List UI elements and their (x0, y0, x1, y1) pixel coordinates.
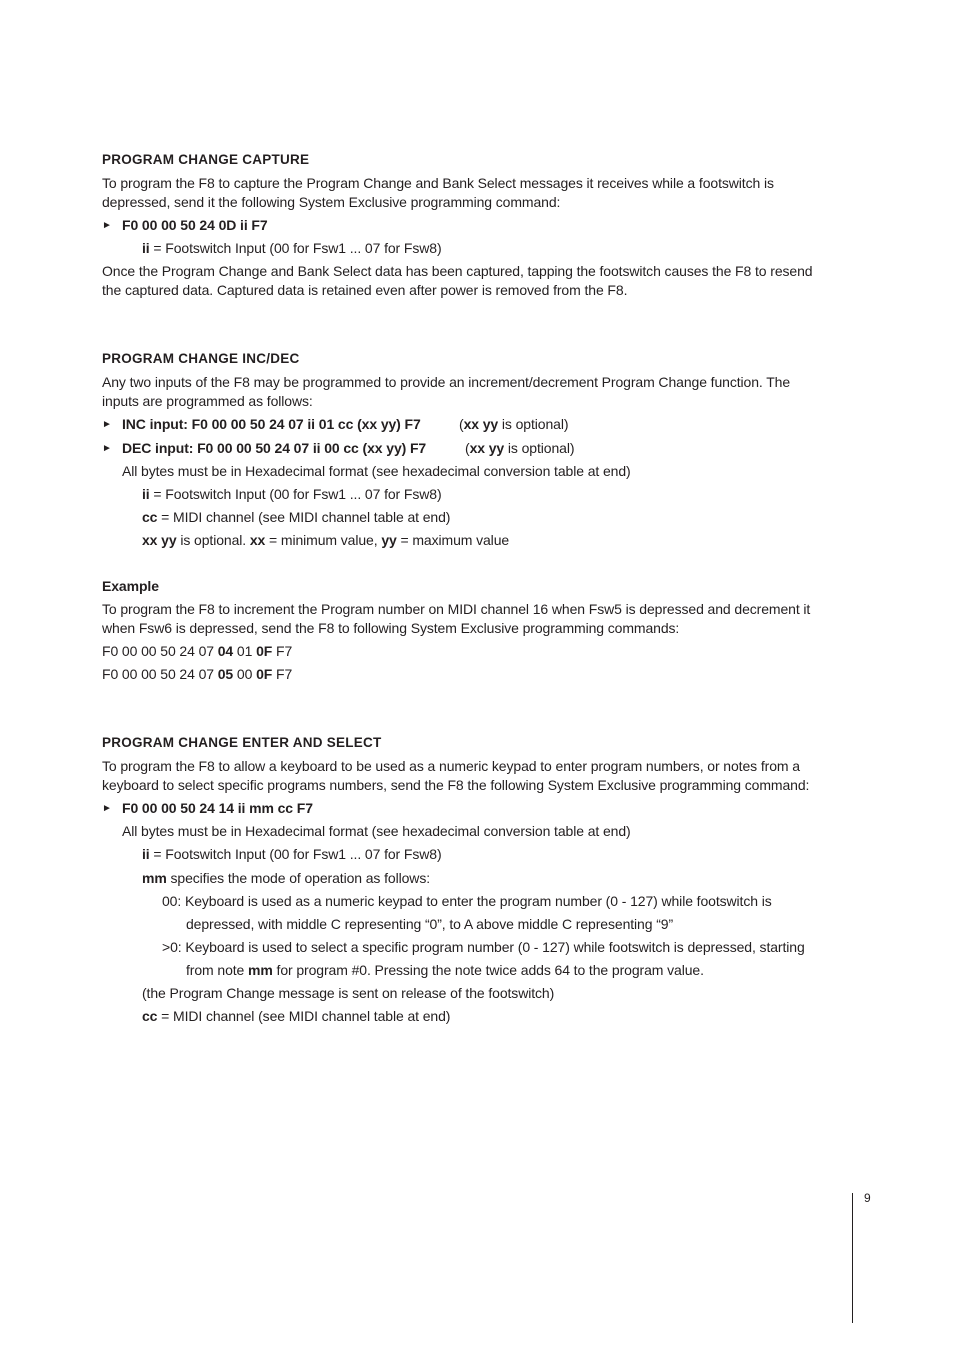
section-heading-enter-select: PROGRAM CHANGE ENTER AND SELECT (102, 735, 382, 750)
section-heading-capture: PROGRAM CHANGE CAPTURE (102, 152, 310, 167)
release-note: (the Program Change message is sent on release of the footswitch) (142, 985, 555, 1001)
bullet-arrow-icon: ► (102, 443, 112, 454)
body-text: the captured data. Captured data is retained even after power is removed from the F8. (102, 282, 628, 298)
mode-gt0-cont: from note mm for program #0. Pressing the note twice adds 64 to the program value. (186, 962, 704, 978)
param-ii: ii = Footswitch Input (00 for Fsw1 ... 07 for Fsw8) (142, 240, 442, 256)
param-cc: cc = MIDI channel (see MIDI channel table at end) (142, 509, 451, 525)
param-ii: ii = Footswitch Input (00 for Fsw1 ... 07 for Fsw8) (142, 846, 442, 862)
example-command: F0 00 00 50 24 07 05 00 0F F7 (102, 666, 293, 682)
mode-00-cont: depressed, with middle C representing “0”, to A above middle C representing “9” (186, 916, 674, 932)
mode-00: 00: Keyboard is used as a numeric keypad to enter the program number (0 - 127) while footswitch is (162, 893, 772, 909)
body-text: when Fsw6 is depressed, send the F8 to following System Exclusive programming commands: (102, 620, 680, 636)
body-text: To program the F8 to capture the Program Change and Bank Select messages it receives while a footswitch is (102, 175, 774, 191)
body-text: keyboard to select specific programs numbers, send the F8 the following System Exclusive programming command: (102, 777, 810, 793)
sysex-command: F0 00 00 50 24 0D ii F7 (122, 217, 268, 233)
param-ii: ii = Footswitch Input (00 for Fsw1 ... 07 for Fsw8) (142, 486, 442, 502)
body-text: To program the F8 to allow a keyboard to be used as a numeric keypad to enter program numbers, or notes from a (102, 758, 800, 774)
section-heading-incdec: PROGRAM CHANGE INC/DEC (102, 351, 300, 366)
example-command: F0 00 00 50 24 07 04 01 0F F7 (102, 643, 293, 659)
hex-note: All bytes must be in Hexadecimal format (see hexadecimal conversion table at end) (122, 823, 631, 839)
body-text: Any two inputs of the F8 may be programmed to provide an increment/decrement Program Change function. The (102, 374, 791, 390)
bullet-arrow-icon: ► (102, 220, 112, 231)
optional-note: (xx yy is optional) (465, 440, 575, 456)
sysex-command: F0 00 00 50 24 14 ii mm cc F7 (122, 800, 313, 816)
bullet-arrow-icon: ► (102, 419, 112, 430)
body-text: inputs are programmed as follows: (102, 393, 313, 409)
page-margin-rule (852, 1193, 853, 1323)
body-text: To program the F8 to increment the Program number on MIDI channel 16 when Fsw5 is depressed and decrement it (102, 601, 811, 617)
param-xxyy: xx yy is optional. xx = minimum value, yy = maximum value (142, 532, 510, 548)
optional-note: (xx yy is optional) (459, 416, 569, 432)
page-number: 9 (864, 1191, 871, 1205)
sysex-command-dec: DEC input: F0 00 00 50 24 07 ii 00 cc (xx yy) F7 (122, 440, 427, 456)
sysex-command-inc: INC input: F0 00 00 50 24 07 ii 01 cc (xx yy) F7 (122, 416, 421, 432)
mode-gt0: >0: Keyboard is used to select a specific program number (0 - 127) while footswitch is depressed, starting (162, 939, 805, 955)
body-text: depressed, send it the following System Exclusive programming command: (102, 194, 561, 210)
param-mm: mm specifies the mode of operation as follows: (142, 870, 431, 886)
example-heading: Example (102, 578, 159, 594)
hex-note: All bytes must be in Hexadecimal format (see hexadecimal conversion table at end) (122, 463, 631, 479)
bullet-arrow-icon: ► (102, 803, 112, 814)
body-text: Once the Program Change and Bank Select data has been captured, tapping the footswitch causes the F8 to resend (102, 263, 813, 279)
param-cc: cc = MIDI channel (see MIDI channel table at end) (142, 1008, 451, 1024)
